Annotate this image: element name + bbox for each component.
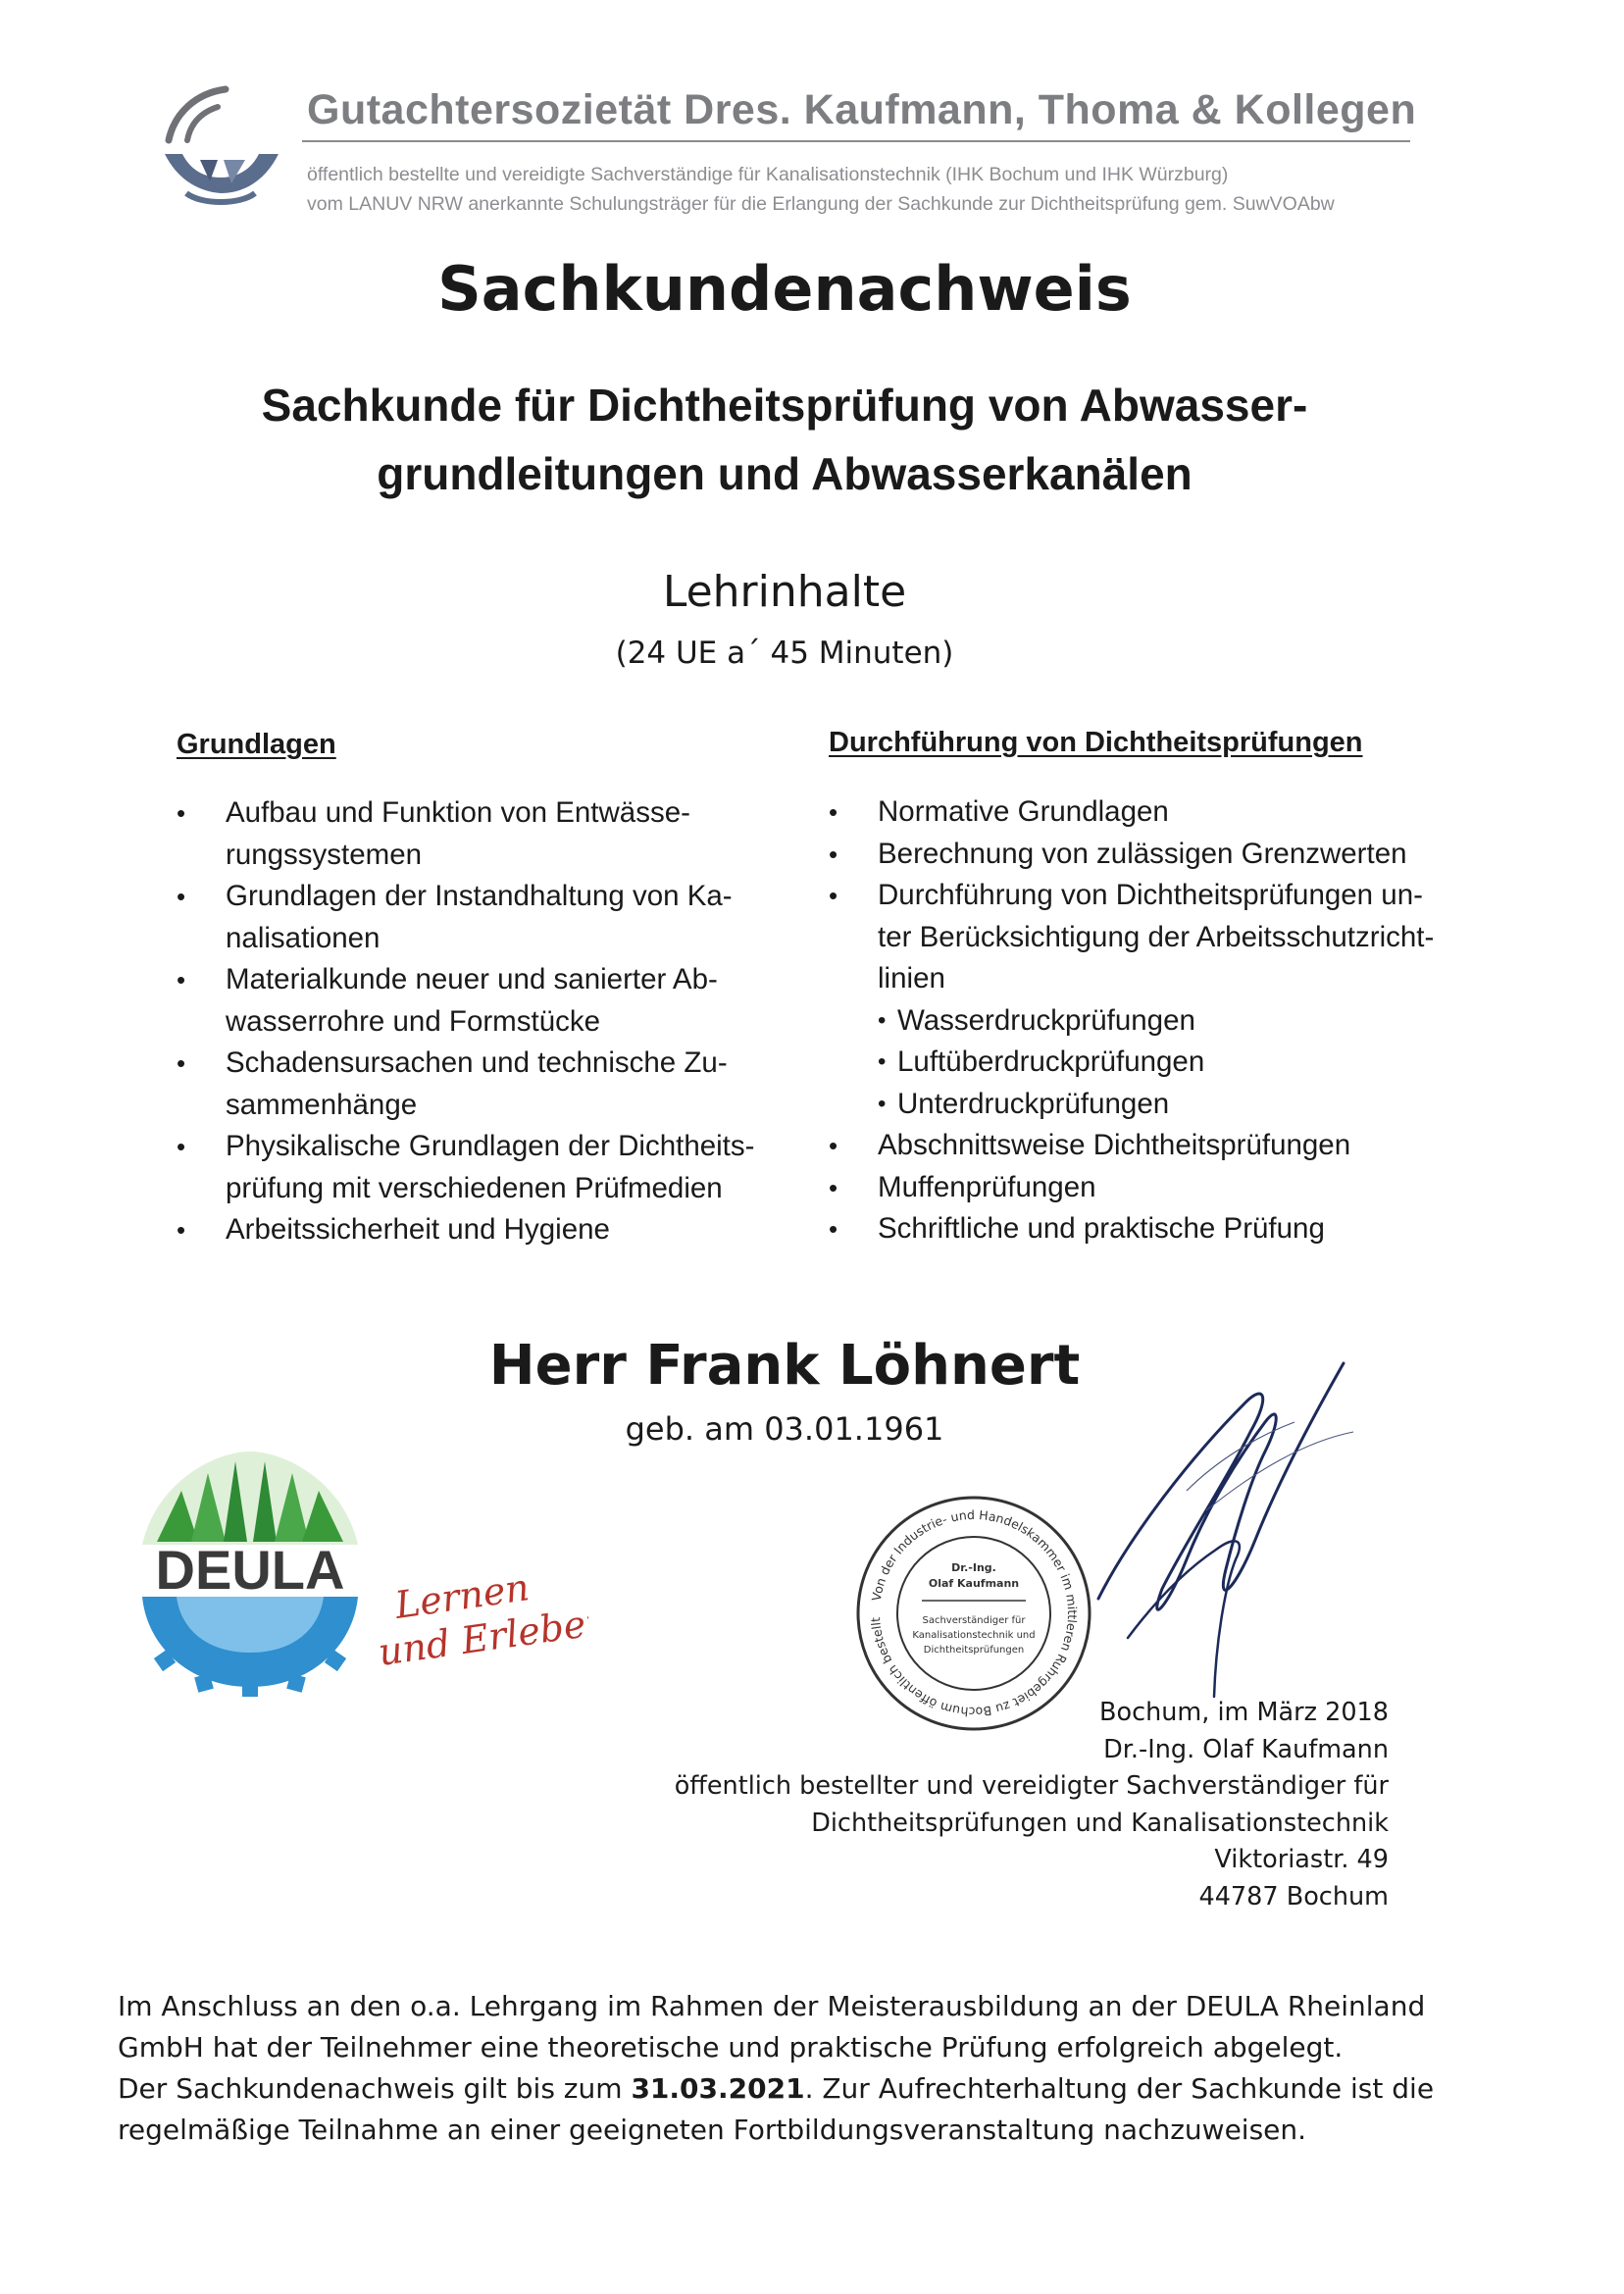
document-subtitle bbox=[147, 371, 1422, 508]
stamp-role-line3: Dichtheitsprüfungen bbox=[923, 1645, 1025, 1656]
list-item: • Muffenprüfungen bbox=[829, 1167, 1496, 1209]
signature-block bbox=[675, 1695, 1389, 1915]
deula-brand: DEULA bbox=[155, 1539, 345, 1601]
participant-birthdate: geb. am 03.01.1961 bbox=[625, 1410, 944, 1448]
stamp-title: Dr.-Ing. bbox=[951, 1561, 996, 1574]
list-item: • Normative Grundlagen bbox=[829, 791, 1496, 834]
sub-list-item bbox=[829, 1084, 1496, 1126]
sub-list-item bbox=[829, 1042, 1496, 1084]
right-column-heading: Durchführung von Dichtheitsprüfungen bbox=[829, 727, 1363, 758]
lehrinhalte-heading: Lehrinhalte bbox=[662, 567, 907, 617]
lehrinhalte-duration: (24 UE a´ 45 Minuten) bbox=[615, 636, 954, 671]
deula-slogan-line2: und Erleben bbox=[376, 1599, 588, 1674]
firm-name: Gutachtersozietät Dres. Kaufmann, Thoma & Kollegen bbox=[307, 86, 1417, 133]
signer-city: 44787 Bochum bbox=[1198, 1881, 1389, 1912]
footer-paragraph-2 bbox=[118, 2068, 1491, 2151]
firm-accreditation-line: öffentlich bestellte und vereidigte Sachverständige für Kanalisationstechnik (IHK Bochum und IHK Würzburg) bbox=[307, 164, 1229, 185]
list-item: • Abschnittsweise Dichtheitsprüfungen bbox=[829, 1125, 1496, 1167]
list-item-continuation: ter Berücksichtigung der Arbeitsschutzricht- bbox=[878, 920, 1435, 953]
handwritten-signature bbox=[1069, 1344, 1393, 1716]
list-item: • Schriftliche und praktische Prüfung bbox=[829, 1208, 1496, 1250]
list-item-continuation: wasserrohre und Formstücke bbox=[226, 1004, 601, 1038]
footer-validity-text: Der Sachkundenachweis gilt bis zum bbox=[118, 2072, 632, 2105]
sub-list-item-text: Unterdruckprüfungen bbox=[897, 1087, 1170, 1120]
place-date: Bochum, im März 2018 bbox=[1098, 1698, 1389, 1727]
list-item: • Arbeitssicherheit und Hygiene bbox=[177, 1209, 804, 1251]
subtitle-line-1: Sachkunde für Dichtheitsprüfung von Abwasser- bbox=[261, 380, 1308, 431]
stamp-role-line1: Sachverständiger für bbox=[922, 1615, 1026, 1626]
stamp-ring-text: Von der Industrie- und Handelskammer im mittleren Ruhrgebiet zu Bochum öffentlich bestellt bbox=[868, 1506, 1081, 1720]
signer-name: Dr.-Ing. Olaf Kaufmann bbox=[1103, 1734, 1389, 1764]
document-title: Sachkundenachweis bbox=[437, 253, 1132, 325]
list-item-continuation: linien bbox=[878, 962, 945, 994]
list-item: • Durchführung von Dichtheitsprüfungen un- bbox=[829, 875, 1496, 917]
leaf-arch-icon bbox=[142, 1452, 358, 1545]
sub-list-item-text: Wasserdruckprüfungen bbox=[897, 1003, 1195, 1037]
firm-logo bbox=[157, 83, 284, 211]
svg-text:Von der Industrie- und Handels bbox=[851, 1491, 1080, 1719]
stamp-name: Olaf Kaufmann bbox=[928, 1577, 1020, 1590]
right-column-list bbox=[829, 791, 1496, 1250]
footer-paragraph-1: Im Anschluss an den o.a. Lehrgang im Rahmen der Meisterausbildung an der DEULA Rheinland GmbH hat der Teilnehmer eine theoretische und praktische Prüfung erfolgreich abgelegt. bbox=[118, 1990, 1426, 2064]
list-item: • Physikalische Grundlagen der Dichtheits- bbox=[177, 1126, 804, 1168]
footer-validity-continuation: . Zur Aufrechterhaltung der Sachkunde ist die regelmäßige Teilnahme an einer geeigneten Fortbildungsveranstaltung nachzuweisen. bbox=[118, 2072, 1435, 2146]
gear-icon bbox=[142, 1597, 358, 1697]
list-item: • Grundlagen der Instandhaltung von Ka- bbox=[177, 876, 804, 918]
subtitle-line-2: grundleitungen und Abwasserkanälen bbox=[377, 448, 1193, 499]
signer-street: Viktoriastr. 49 bbox=[1214, 1845, 1389, 1874]
list-item-continuation: rungssystemen bbox=[226, 838, 423, 871]
firm-recognition-line: vom LANUV NRW anerkannte Schulungsträger für die Erlangung der Sachkunde zur Dichtheitsprüfung gem. SuwVOAbw bbox=[307, 193, 1335, 215]
list-item-continuation: prüfung mit verschiedenen Prüfmedien bbox=[226, 1171, 723, 1204]
validity-date: 31.03.2021 bbox=[631, 2072, 805, 2105]
left-column-list bbox=[177, 792, 804, 1251]
participant-name: Herr Frank Löhnert bbox=[488, 1334, 1081, 1398]
sub-list-item-text: Luftüberdruckprüfungen bbox=[897, 1045, 1205, 1078]
header-divider bbox=[302, 140, 1410, 142]
left-column-heading: Grundlagen bbox=[177, 729, 336, 760]
list-item-continuation: sammenhänge bbox=[226, 1088, 418, 1121]
signer-role-line2: Dichtheitsprüfungen und Kanalisationstechnik bbox=[811, 1808, 1389, 1838]
deula-slogan-line1: Lernen bbox=[392, 1565, 533, 1627]
list-item: • Materialkunde neuer und sanierter Ab- bbox=[177, 959, 804, 1001]
list-item: • Aufbau und Funktion von Entwässe- bbox=[177, 792, 804, 835]
sub-list-item bbox=[829, 1000, 1496, 1043]
deula-logo bbox=[137, 1452, 588, 1697]
signer-role-line1: öffentlich bestellter und vereidigter Sachverständiger für bbox=[674, 1771, 1389, 1801]
list-item-continuation: nalisationen bbox=[226, 921, 381, 954]
stamp-role-line2: Kanalisationstechnik und bbox=[912, 1630, 1036, 1641]
footer-text bbox=[118, 1986, 1491, 2151]
list-item: • Berechnung von zulässigen Grenzwerten bbox=[829, 834, 1496, 876]
list-item: • Schadensursachen und technische Zu- bbox=[177, 1043, 804, 1085]
